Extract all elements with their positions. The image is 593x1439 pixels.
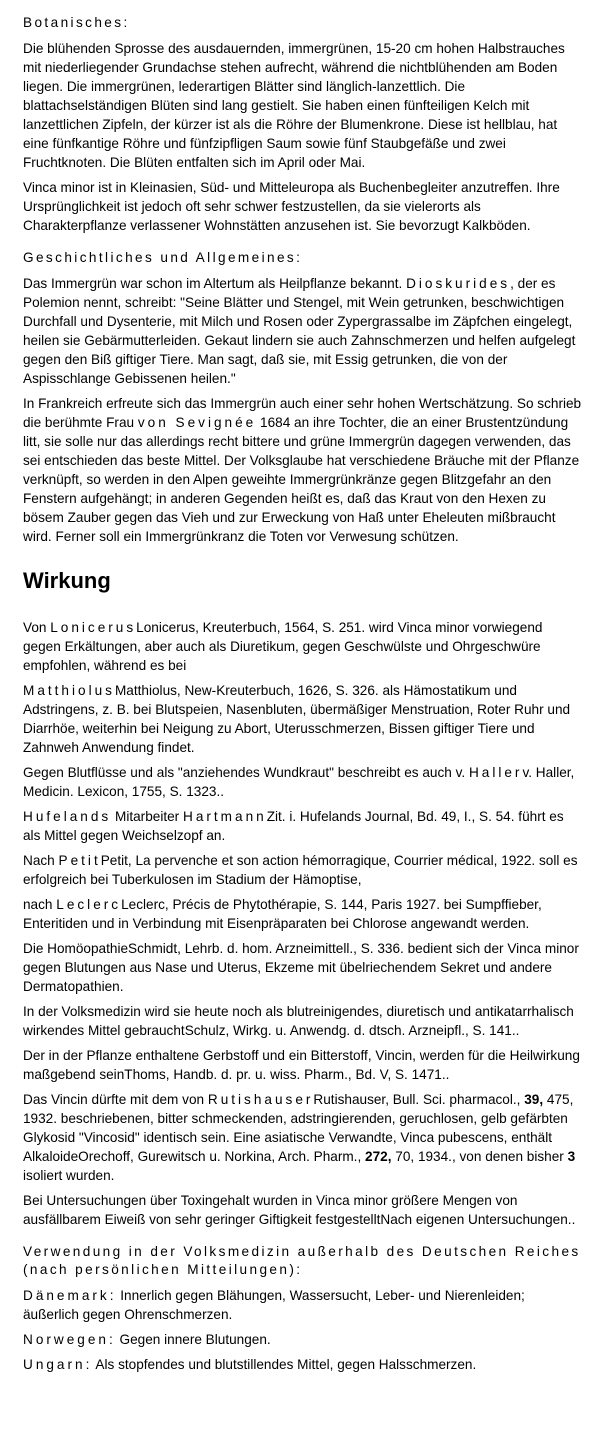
paragraph: In Frankreich erfreute sich das Immergrün auch einer sehr hohen Wertschätzung. So schrieb die berühmte Frau von Sevignée 1684 an ihre Tochter, die an einer Brustentzündung litt, sie solle nur das allerdings recht bittere und grüne Immergrün dagegen verwenden, das sei entschieden das beste Mittel. Der Volksglaube hat verschiedene Bräuche mit der Pflanze verknüpft, so werden in den Alpen geweihte Immergrünkränze gegen Blitzgefahr an den Fenstern aufgehängt; in anderen Gegenden heißt es, daß das Kraut von den Hexen zu bösem Zauber gegen das Vieh und zur Erweckung von Haß unter Eheleuten mißbraucht wird. Ferner soll ein Immergrünkranz die Toten vor Verwesung schützen. — [23, 396, 582, 544]
author-name: Matthiolus — [23, 683, 115, 698]
paragraph: Der in der Pflanze enthaltene Gerbstoff und ein Bitterstoff, Vincin, werden für die Heilwirkung maßgebend seinThoms, Handb. d. pr. u. wiss. Pharm., Bd. V, S. 1471.. — [23, 1048, 580, 1082]
author-name: Lonicerus — [50, 620, 137, 635]
author-name: von Sevignée — [137, 415, 257, 430]
paragraph: Nach PetitPetit, La pervenche et son action hémorragique, Courrier médical, 1922. soll es erfolgreich bei Tuberkulosen im Stadium der Hämoptise, — [23, 853, 578, 887]
paragraph: Bei Untersuchungen über Toxingehalt wurden in Vinca minor größere Mengen von ausfällbarem Eiweiß von sehr geringer Giftigkeit festgestelltNach eigenen Untersuchungen.. — [23, 1193, 576, 1227]
paragraph: MatthiolusMatthiolus, New-Kreuterbuch, 1626, S. 326. als Hämostatikum und Adstringens, z. B. bei Blutspeien, Nasenbluten, übermäßiger Menstruation, Roter Ruhr und Diarrhöe, weiterhin bei Neigung zu Abort, Uterusschmerzen, Bissen giftiger Tiere und Zahnweh Anwendung findet. — [23, 683, 571, 755]
country-label: Ungarn: — [23, 1357, 93, 1372]
paragraph: Vinca minor ist in Kleinasien, Süd- und Mitteleuropa als Buchenbegleiter anzutreffen. Ihre Ursprünglichkeit ist jedoch oft sehr schwer festzustellen, da sie vielerorts als Charakterpflanze verlassener Wohnstätten anzusehen ist. Sie bevorzugt Kalkböden. — [23, 180, 560, 233]
paragraph: Hufelands Mitarbeiter HartmannZit. i. Hufelands Journal, Bd. 49, I., S. 54. führt es als Mittel gegen Weichselzopf an. — [23, 809, 564, 843]
volume-number: 272, — [365, 1149, 392, 1164]
country-label: Norwegen: — [23, 1332, 116, 1347]
section-heading-geschichtliches: Geschichtliches und Allgemeines: — [23, 250, 303, 265]
country-label: Dänemark: — [23, 1288, 117, 1303]
author-name: Leclerc — [56, 897, 122, 912]
author-name: Hartmann — [183, 809, 267, 824]
section-title-wirkung: Wirkung — [23, 568, 111, 593]
paragraph: Von LonicerusLonicerus, Kreuterbuch, 1564, S. 251. wird Vinca minor vorwiegend gegen Erkältungen, aber auch als Diuretikum, gegen Geschwülste und Ohrgeschwüre empfohlen, während es bei — [23, 620, 543, 673]
paragraph: Die HomöopathieSchmidt, Lehrb. d. hom. Arzneimittell., S. 336. bedient sich der Vinca minor gegen Blutungen aus Nase und Uterus, Ekzeme mit übelriechendem Sekret und andere Dermatopathien. — [23, 941, 579, 994]
list-item: Norwegen: Gegen innere Blutungen. — [23, 1332, 271, 1347]
count-number: 3 — [567, 1149, 576, 1164]
paragraph: In der Volksmedizin wird sie heute noch als blutreinigendes, diuretisch und antikatarrhalisch wirkendes Mittel gebrauchtSchulz, Wirkg. u. Anwendg. d. dtsch. Arzneipfl., S. 141.. — [23, 1004, 574, 1038]
section-heading-botanisches: Botanisches: — [23, 15, 130, 30]
paragraph: Das Vincin dürfte mit dem von RutishauserRutishauser, Bull. Sci. pharmacol., 39, 475, 1932. beschriebenen, bitter schmeckenden, adstringierenden, geruchlosen, gelb gefärbten Glykosid "Vincosid" identisch sein. Eine asiatische Verwandte, Vinca pubescens, enthält AlkaloideOrechoff, Gurewitsch u. Norkina, Arch. Pharm., 272, 70, 1934., von denen bisher 3 isoliert wurden. — [23, 1092, 576, 1183]
volume-number: 39, — [524, 1092, 544, 1107]
country-list — [23, 1286, 583, 1374]
author-name: Rutishauser — [207, 1092, 314, 1107]
list-item: Ungarn: Als stopfendes und blutstillendes Mittel, gegen Halsschmerzen. — [23, 1357, 477, 1372]
author-name: Hufelands — [23, 809, 112, 824]
paragraph: Gegen Blutflüsse und als "anziehendes Wundkraut" beschreibt es auch v. Hallerv. Haller, Medicin. Lexicon, 1755, S. 1323.. — [23, 765, 575, 799]
author-name: Haller — [468, 765, 523, 780]
paragraph: Die blühenden Sprosse des ausdauernden, immergrünen, 15-20 cm hohen Halbstrauches mit niederliegender Grundachse stehen aufrecht, während die nichtblühenden am Boden liegen. Die immergrünen, lederartigen Blätter sind länglich-lanzettlich. Die blattachselständigen Blüten sind lang gestielt. Sie haben einen fünfteiligen Kelch mit lanzettlichen Zipfeln, der kürzer ist als die Röhre der Blumenkrone. Diese ist hellblau, hat eine fünfkantige Röhre und fünfzipfligen Saum sowie fünf Staubgefäße und zwei Fruchtknoten. Die Blüten entfalten sich im April oder Mai. — [23, 41, 565, 170]
list-item: Dänemark: Innerlich gegen Blähungen, Wassersucht, Leber- und Nierenleiden; äußerlich gegen Ohrenschmerzen. — [23, 1288, 525, 1322]
section-heading-verwendung: Verwendung in der Volksmedizin außerhalb des Deutschen Reiches (nach persönlichen Mitteilungen): — [23, 1244, 581, 1277]
author-name: Dioskurides — [406, 276, 511, 291]
author-name: Petit — [58, 853, 101, 868]
paragraph: Das Immergrün war schon im Altertum als Heilpflanze bekannt. Dioskurides, der es Polemion nennt, schreibt: "Seine Blätter und Stengel, mit Wein getrunken, beschwichtigen Durchfall und Dysenterie, mit Milch und Rosen oder Zypergrassalbe im Zäpfchen eingelegt, heilen sie Gebärmutterleiden. Gekaut lindern sie auch Zahnschmerzen und helfen aufgelegt gegen den Biß giftiger Tiere. Man sagt, daß sie, mit Essig getrunken, die von der Aspisschlange Gebissenen heilen." — [23, 276, 576, 386]
paragraph: nach LeclercLeclerc, Précis de Phytothérapie, S. 144, Paris 1927. bei Sumpffieber, Enteritiden und in Verbindung mit Eisenpräparaten bei Chlorose angewandt werden. — [23, 897, 542, 931]
